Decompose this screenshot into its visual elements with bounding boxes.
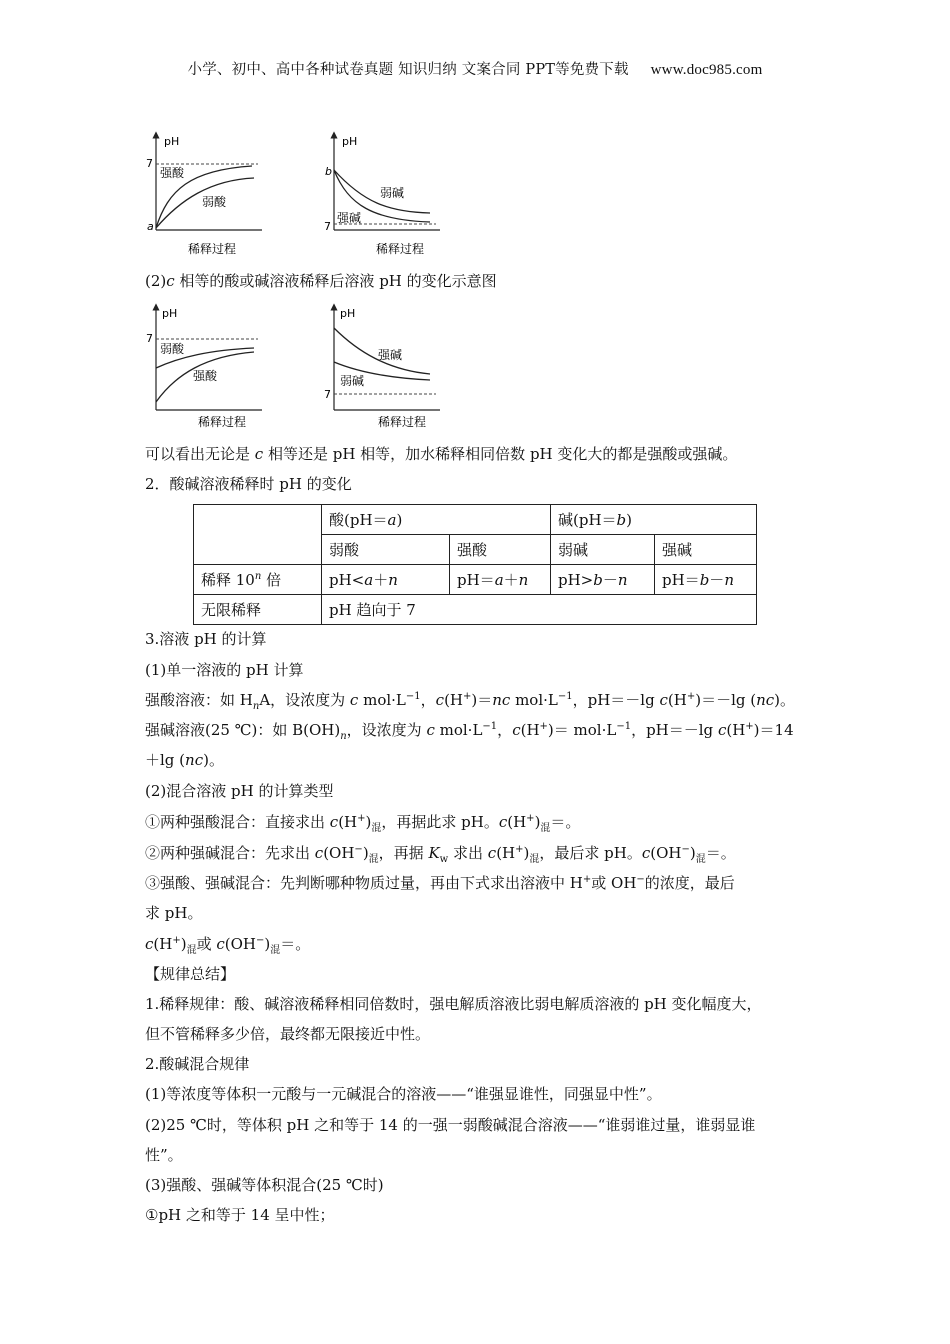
- axis-x-label: 稀释过程: [188, 242, 237, 256]
- tick-b: b: [325, 165, 332, 178]
- section-heading: 【规律总结】: [145, 965, 236, 983]
- table-row2-value: pH 趋向于 7: [322, 595, 757, 625]
- label-weak-base: 弱碱: [340, 374, 365, 388]
- text-line: $c(H^+)_混$或 $c(OH^-)_混=$。: [145, 935, 311, 956]
- label-strong-base: 强碱: [337, 211, 362, 225]
- table-weak-base: 弱碱: [551, 535, 655, 565]
- label-strong-base: 强碱: [378, 348, 403, 362]
- text-line: (1)单一溶液的 pH 计算: [145, 661, 304, 679]
- text-line: 性”。: [145, 1146, 183, 1164]
- text-line: 但不管稀释多少倍，最终都无限接近中性。: [145, 1025, 431, 1043]
- text-line: 2.酸碱混合规律: [145, 1055, 250, 1073]
- axis-x-label: 稀释过程: [376, 242, 425, 256]
- text-line: (1)等浓度等体积一元酸与一元碱混合的溶液——“谁强显谁性，同强显中性”。: [145, 1085, 662, 1103]
- graph-acid-ph-equal: [140, 130, 270, 262]
- axis-ph-label: pH: [340, 307, 356, 320]
- text-line: 3.溶液 pH 的计算: [145, 630, 267, 648]
- graph-base-ph-equal: [318, 130, 448, 262]
- header-text: 小学、初中、高中各种试卷真题 知识归纳 文案合同 PPT等免费下载: [187, 62, 629, 78]
- axis-ph-label: pH: [162, 307, 178, 320]
- text-line: ＋lg (nc)。: [145, 751, 224, 769]
- table-base-head: 碱(pH＝b): [551, 505, 757, 535]
- text-line: ②两种强碱混合：先求出 $c(OH^-)_混$，再据 $K_w$ 求出 $c(H^+)_混$，最后求 pH。$c(OH^-)_混=$。: [145, 844, 736, 865]
- header-site: www.doc985.com: [650, 62, 763, 78]
- axis-x-label: 稀释过程: [378, 415, 427, 429]
- table-strong-acid: 强酸: [450, 535, 551, 565]
- table-strong-base: 强碱: [655, 535, 757, 565]
- text-line: (2)混合溶液 pH 的计算类型: [145, 782, 334, 800]
- text-line: (3)强酸、强碱等体积混合(25 ℃时): [145, 1176, 384, 1194]
- axis-x-label: 稀释过程: [198, 415, 247, 429]
- text-line: ③强酸、强碱混合：先判断哪种物质过量，再由下式求出溶液中 H+或 OH−的浓度，最后: [145, 874, 735, 892]
- table-row2-label: 无限稀释: [194, 595, 322, 625]
- tick-a: a: [147, 220, 154, 233]
- label-strong-acid: 强酸: [160, 166, 185, 180]
- tick-7: 7: [146, 157, 153, 170]
- page-header: [0, 58, 950, 79]
- table-cell: pH＝b－n: [655, 565, 757, 595]
- text-line: 求 pH。: [145, 904, 203, 922]
- tick-7: 7: [324, 388, 331, 401]
- table-corner-cell: [194, 505, 322, 565]
- label-weak-acid: 弱酸: [160, 342, 185, 356]
- table-acid-head: 酸(pH＝a): [322, 505, 551, 535]
- tick-7: 7: [324, 220, 331, 233]
- ph-dilution-table: [193, 504, 757, 625]
- text-line: 2．酸碱溶液稀释时 pH 的变化: [145, 475, 352, 493]
- axis-ph-label: pH: [164, 135, 180, 148]
- graph-acid-c-equal: [140, 302, 270, 434]
- text-line: 可以看出无论是 c 相等还是 pH 相等，加水稀释相同倍数 pH 变化大的都是强酸或强碱。: [145, 445, 738, 463]
- text-line: 1.稀释规律：酸、碱溶液稀释相同倍数时，强电解质溶液比弱电解质溶液的 pH 变化幅度大，: [145, 995, 762, 1013]
- label-weak-base: 弱碱: [380, 186, 405, 200]
- text-line: 强酸溶液：如 $H_nA$，设浓度为 c $mol\cdot L^{-1}$，c(H+)＝nc $mol\cdot L^{-1}$，pH＝－lg c(H+)＝－lg (nc)。: [145, 691, 796, 712]
- graph-base-c-equal: [318, 302, 448, 434]
- axis-ph-label: pH: [342, 135, 358, 148]
- text-line: (2)c 相等的酸或碱溶液稀释后溶液 pH 的变化示意图: [145, 272, 497, 290]
- text-line: 强碱溶液(25 ℃)：如 $B(OH)_n$，设浓度为 c $mol\cdot L^{-1}$，$c(H^+)= mol\cdot L^{-1}$，pH＝－lg c(H+)＝14: [145, 721, 794, 742]
- tick-7: 7: [146, 332, 153, 345]
- label-strong-acid: 强酸: [193, 369, 218, 383]
- table-cell: pH>b－n: [551, 565, 655, 595]
- table-weak-acid: 弱酸: [322, 535, 450, 565]
- table-cell: pH<a＋n: [322, 565, 450, 595]
- label-weak-acid: 弱酸: [202, 195, 227, 209]
- text-line: ①pH 之和等于 14 呈中性；: [145, 1206, 335, 1224]
- table-row1-label: 稀释 10$^n$ 倍: [194, 565, 322, 595]
- text-line: ①两种强酸混合：直接求出 $c(H^+)_混$，再据此求 pH。$c(H^+)_混=$。: [145, 813, 581, 834]
- table-cell: pH＝a＋n: [450, 565, 551, 595]
- text-line: (2)25 ℃时，等体积 pH 之和等于 14 的一强一弱酸碱混合溶液——“谁弱谁过量，谁弱显谁: [145, 1116, 756, 1134]
